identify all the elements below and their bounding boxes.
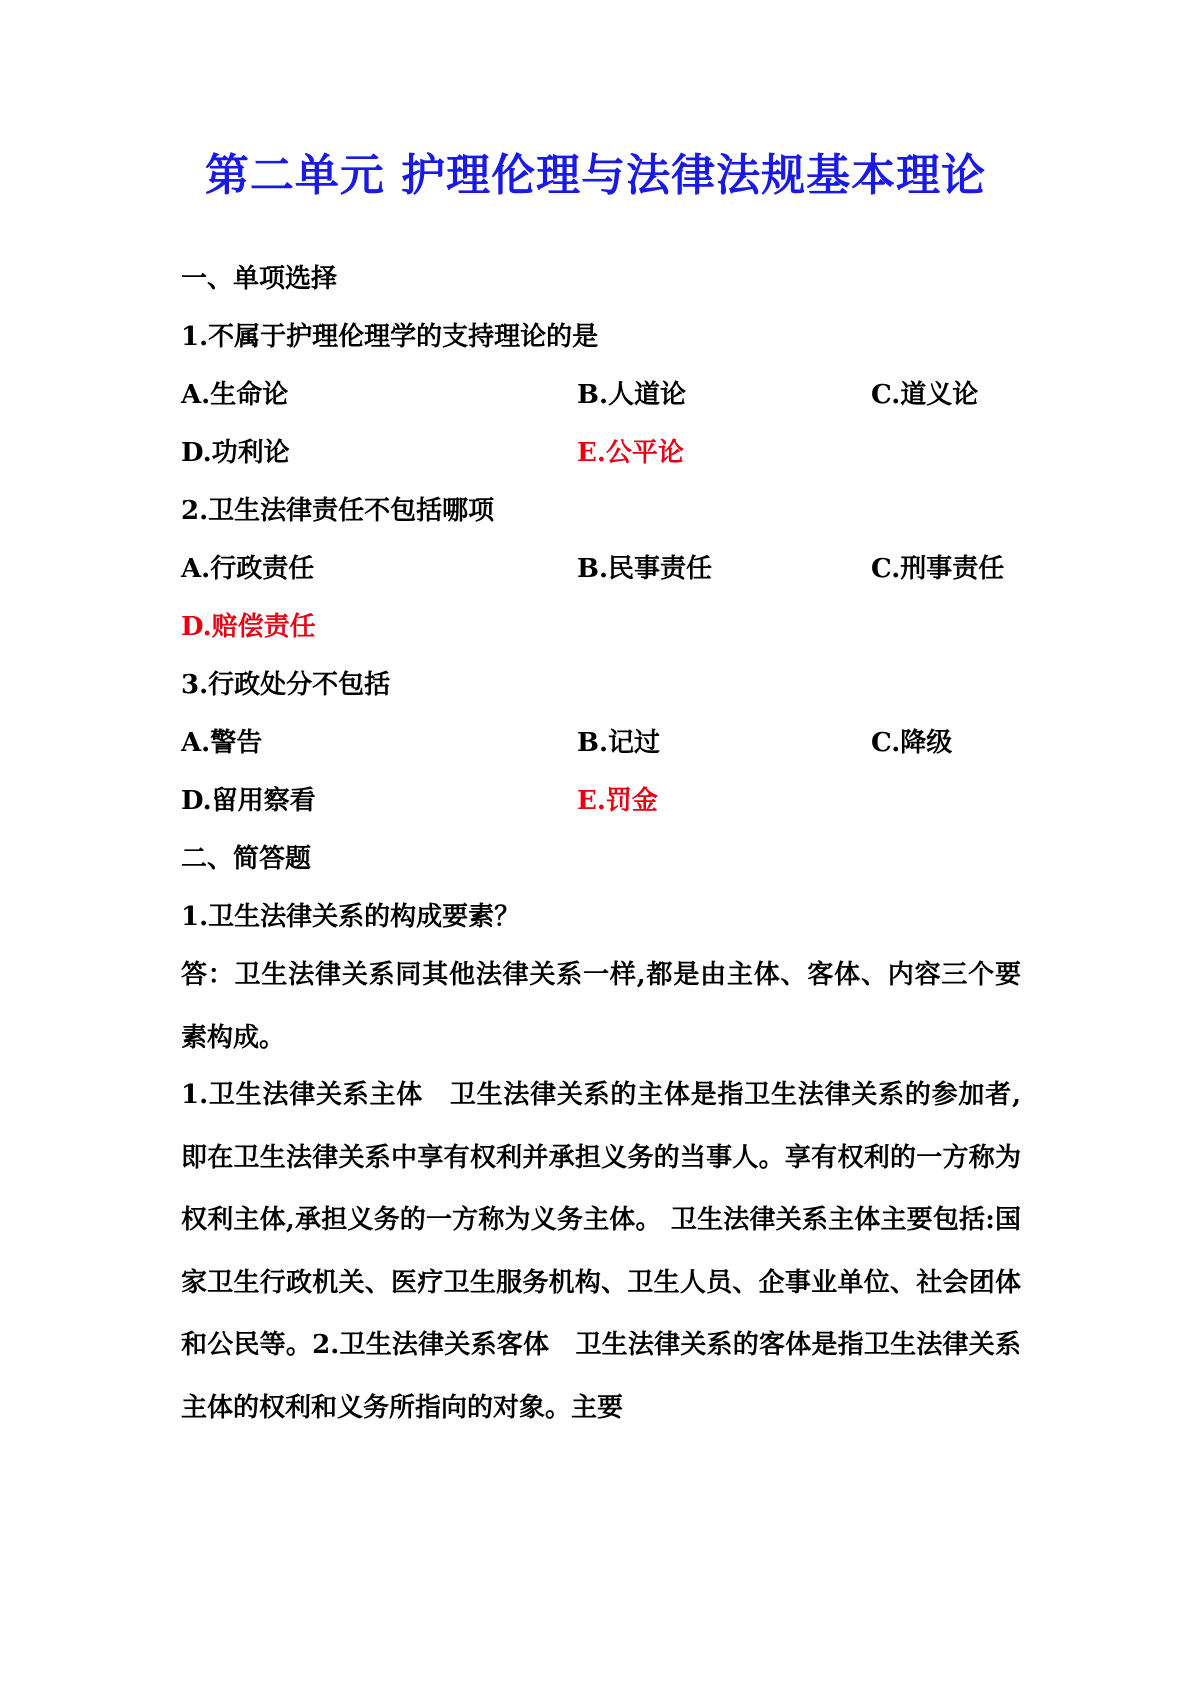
question-stem: 3.行政处分不包括 — [181, 670, 391, 700]
option-b: B.民事责任 — [577, 554, 713, 584]
answer-body-paragraph: 1.卫生法律关系主体 卫生法律关系的主体是指卫生法律关系的参加者,即在卫生法律关系中享有权利并承担义务的当事人。享有权利的一方称为权利主体,承担义务的一方称为义务主体。 卫生法律关系主体主要包括:国家卫生行政机关、医疗卫生服务机构、卫生人员、企事业单位、社会团体 和公民等。2.卫生法律关系客体 卫生法律关系的客体是指卫生法律关系主体的权利和义务所指向的对象。主要 — [181, 1080, 1048, 1423]
option-d-correct-answer: D.赔偿责任 — [181, 612, 316, 642]
question-stem: 1.不属于护理伦理学的支持理论的是 — [181, 322, 599, 352]
question-stem: 2.卫生法律责任不包括哪项 — [181, 496, 495, 526]
option-d: D.留用察看 — [181, 786, 316, 816]
option-c: C.降级 — [871, 728, 953, 758]
option-c: C.道义论 — [871, 380, 979, 410]
section-heading-single-choice: 一、单项选择 — [181, 264, 338, 294]
option-a: A.生命论 — [181, 380, 289, 410]
option-e-correct-answer: E.罚金 — [577, 786, 658, 816]
option-c: C.刑事责任 — [871, 554, 1005, 584]
section-heading-short-answer: 二、简答题 — [181, 844, 312, 874]
option-b: B.记过 — [577, 728, 661, 758]
option-d: D.功利论 — [181, 438, 290, 468]
option-b: B.人道论 — [577, 380, 687, 410]
option-a: A.行政责任 — [181, 554, 315, 584]
option-a: A.警告 — [181, 728, 263, 758]
short-answer-question: 1.卫生法律关系的构成要素？ — [181, 902, 521, 932]
answer-intro-paragraph: 答：卫生法律关系同其他法律关系一样,都是由主体、客体、内容三个要素构成。 — [181, 960, 1021, 1053]
page-title: 第二单元 护理伦理与法律法规基本理论 — [204, 150, 987, 201]
option-e-correct-answer: E.公平论 — [577, 438, 684, 468]
